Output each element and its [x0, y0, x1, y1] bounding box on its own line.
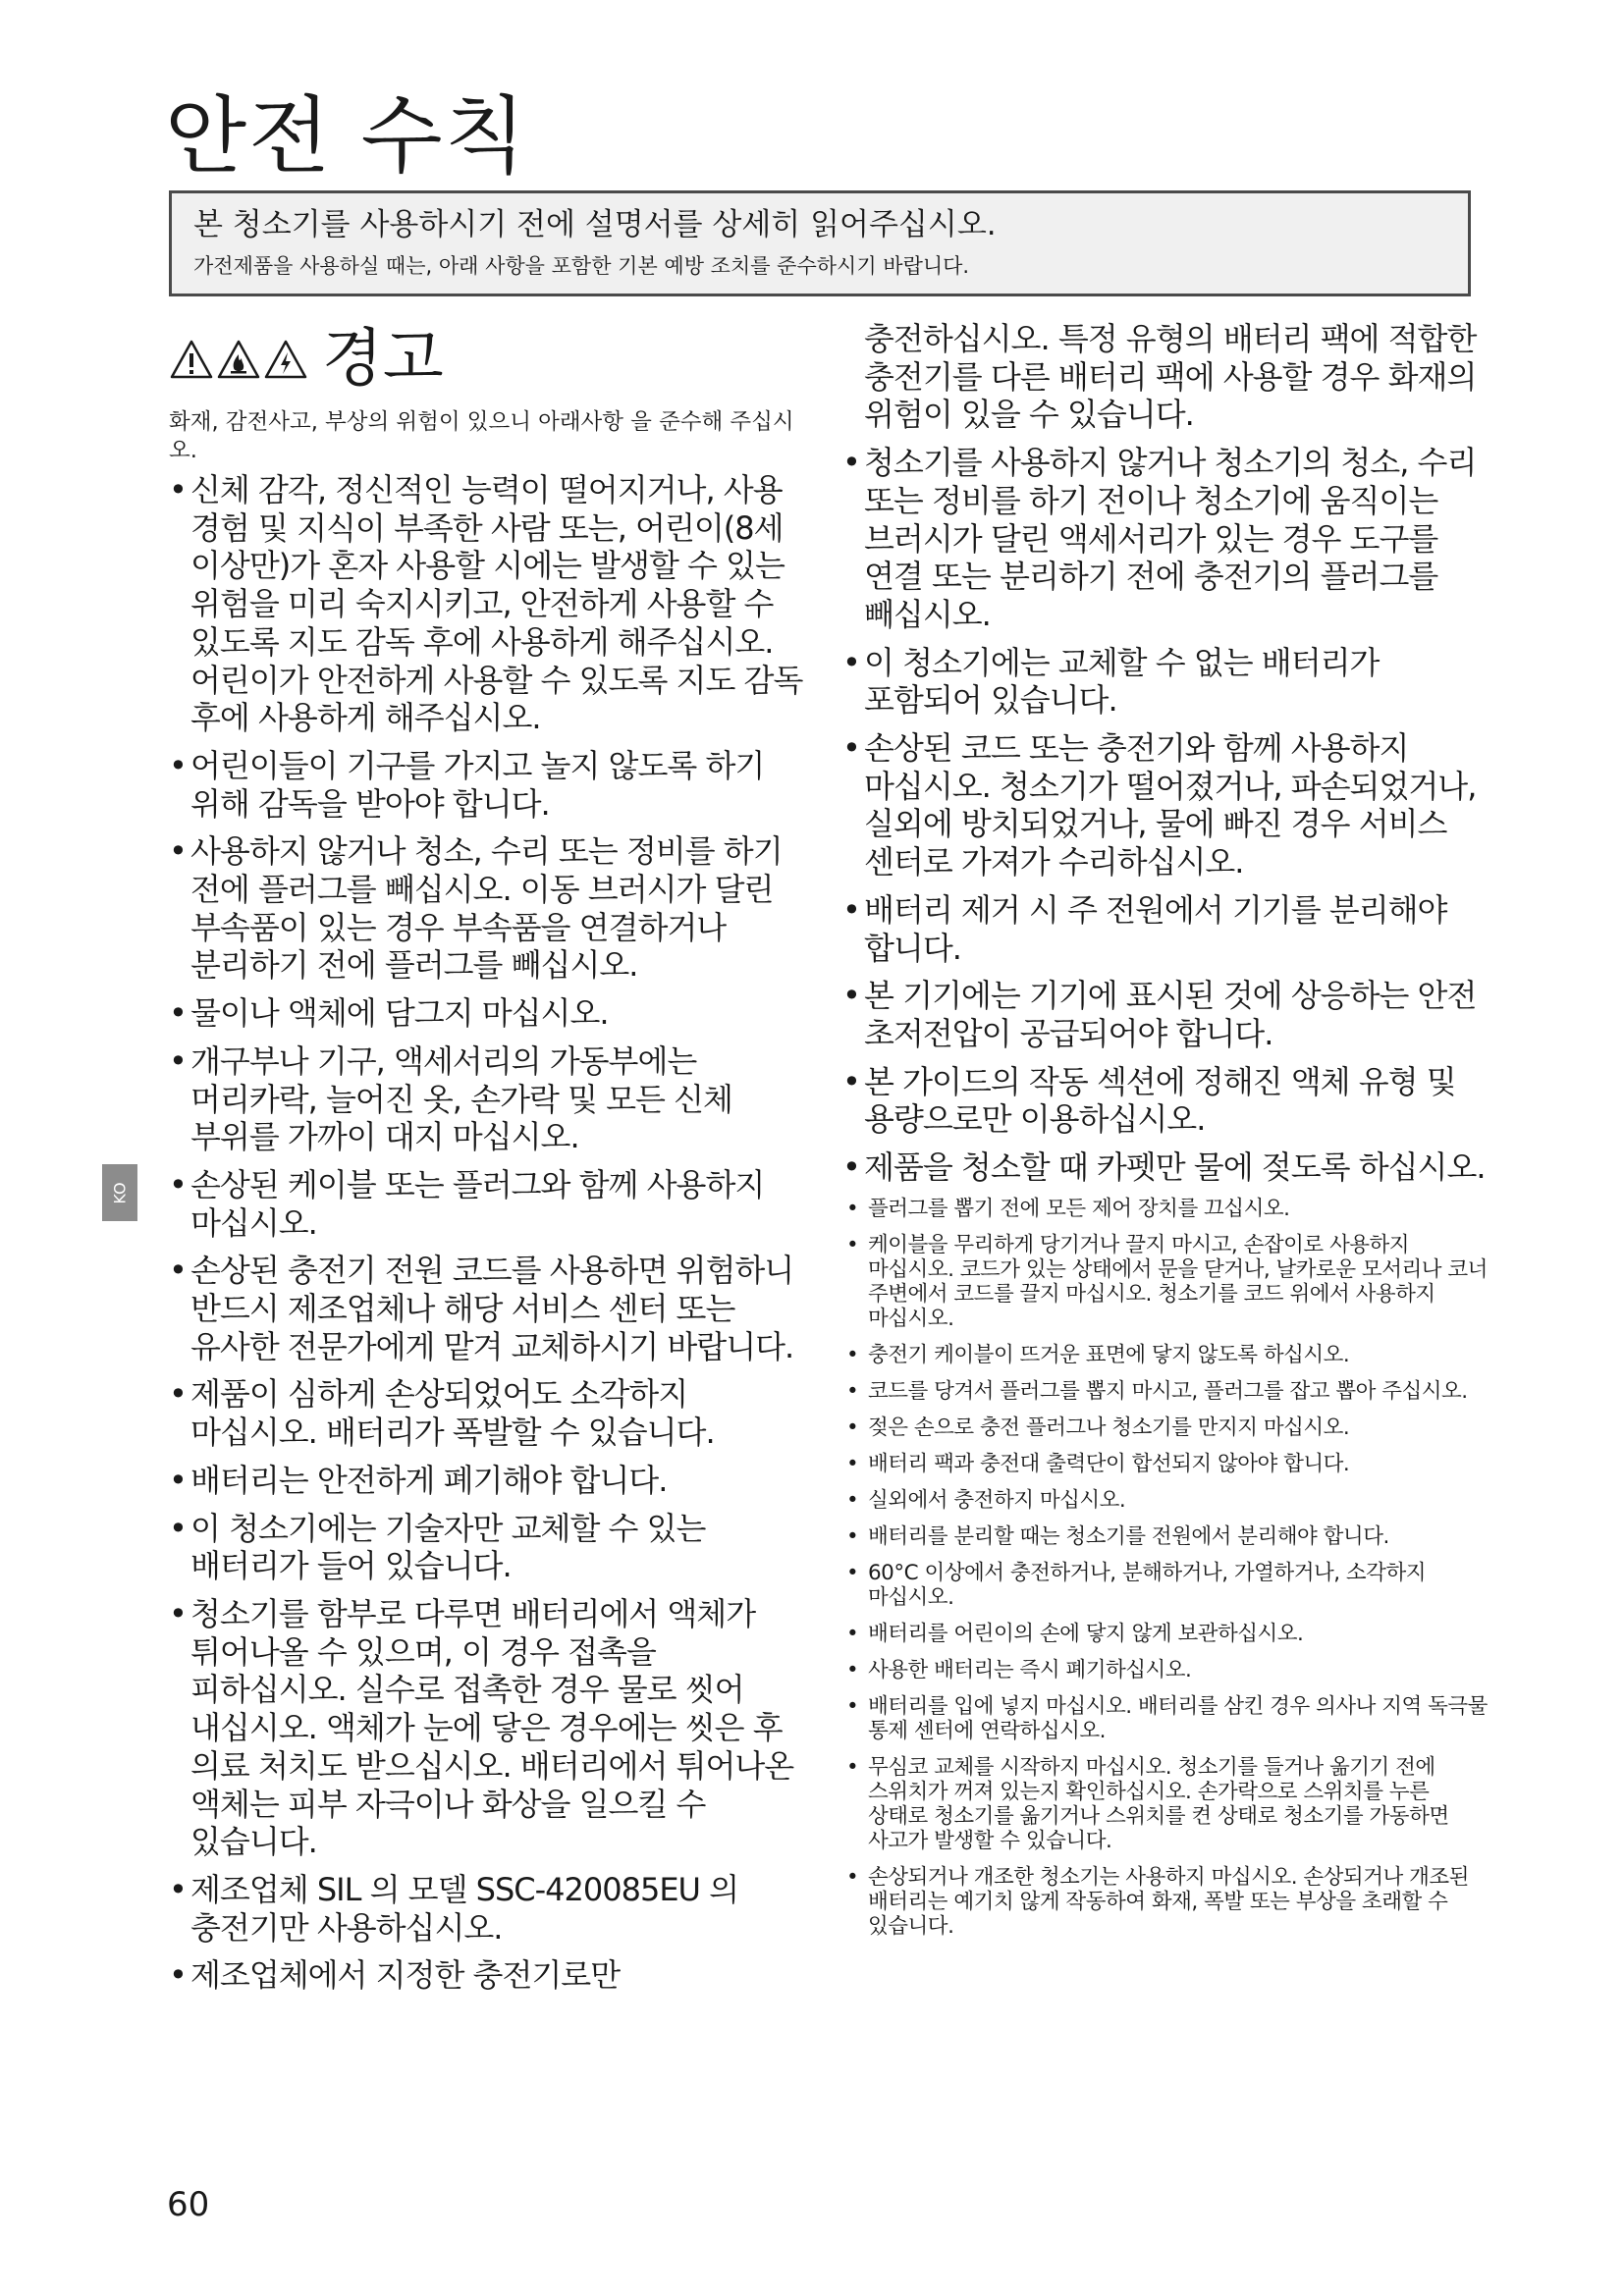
list-item: • 플러그를 뽑기 전에 모든 제어 장치를 끄십시오. [842, 1197, 1492, 1221]
list-item: • 물이나 액체에 담그지 마십시오. [169, 994, 817, 1033]
list-item: • 청소기를 사용하지 않거나 청소기의 청소, 수리 또는 정비를 하기 전이나 청소기에 움직이는 브러시가 달린 액세서리가 있는 경우 도구를 연결 또는 분리하기 전에 충전기의 플러그를 빼십시오. [842, 444, 1492, 634]
left-items-list [169, 471, 817, 1995]
list-item: • 배터리는 안전하게 폐기해야 합니다. [169, 1462, 817, 1500]
warning-triangle-icon [169, 339, 214, 380]
fire-hazard-icon [216, 339, 261, 380]
electric-shock-icon [263, 339, 308, 380]
list-item: • 손상된 코드 또는 충전기와 함께 사용하지 마십시오. 청소기가 떨어졌거나, 파손되었거나, 실외에 방치되었거나, 물에 빠진 경우 서비스 센터로 가져가 수리하십시오. [842, 729, 1492, 881]
right-small-items-list [842, 1197, 1492, 1939]
language-tab [102, 1164, 137, 1221]
list-item: • 개구부나 기구, 액세서리의 가동부에는 머리카락, 늘어진 옷, 손가락 및 모든 신체 부위를 가까이 대지 마십시오. [169, 1042, 817, 1156]
list-item: • 청소기를 함부로 다루면 배터리에서 액체가 튀어나올 수 있으며, 이 경우 접촉을 피하십시오. 실수로 접촉한 경우 물로 씻어 내십시오. 액체가 눈에 닿은 경우에는 씻은 후 의료 처치도 받으십시오. 배터리에서 튀어나온 액체는 피부 자극이나 화상을 일으킬 수 있습니다. [169, 1595, 817, 1861]
list-item: • 케이블을 무리하게 당기거나 끌지 마시고, 손잡이로 사용하지 마십시오. 코드가 있는 상태에서 문을 닫거나, 날카로운 모서리나 코너 주변에서 코드를 끌지 마십시오. 청소기를 코드 위에서 사용하지 마십시오. [842, 1233, 1492, 1331]
list-item: • 실외에서 충전하지 마십시오. [842, 1488, 1492, 1513]
list-item: • 60°C 이상에서 충전하거나, 분해하거나, 가열하거나, 소각하지 마십시오. [842, 1561, 1492, 1610]
list-item: • 신체 감각, 정신적인 능력이 떨어지거나, 사용 경험 및 지식이 부족한 사람 또는, 어린이(8세 이상만)가 혼자 사용할 시에는 발생할 수 있는 위험을 미리 숙지시키고, 안전하게 사용할 수 있도록 지도 감독 후에 사용하게 해주십시오. 어린이가 안전하게 사용할 수 있도록 지도 감독 후에 사용하게 해주십시오. [169, 471, 817, 737]
right-column [842, 320, 1492, 1950]
page-number: 60 [167, 2185, 210, 2224]
warning-heading [169, 320, 817, 399]
warning-icons [169, 339, 308, 380]
list-item: • 배터리를 분리할 때는 청소기를 전원에서 분리해야 합니다. [842, 1524, 1492, 1549]
notice-line-secondary: 가전제품을 사용하실 때는, 아래 사항을 포함한 기본 예방 조치를 준수하시기 바랍니다. [193, 254, 970, 278]
list-item: • 코드를 당겨서 플러그를 뽑지 마시고, 플러그를 잡고 뽑아 주십시오. [842, 1379, 1492, 1404]
list-item: • 손상된 충전기 전원 코드를 사용하면 위험하니 반드시 제조업체나 해당 서비스 센터 또는 유사한 전문가에게 맡겨 교체하시기 바랍니다. [169, 1252, 817, 1365]
list-item: • 배터리 제거 시 주 전원에서 기기를 분리해야 합니다. [842, 891, 1492, 967]
list-item: • 배터리 팩과 충전대 출력단이 합선되지 않아야 합니다. [842, 1452, 1492, 1476]
list-item: • 손상된 케이블 또는 플러그와 함께 사용하지 마십시오. [169, 1166, 817, 1242]
continued-text: 충전하십시오. 특정 유형의 배터리 팩에 적합한 충전기를 다른 배터리 팩에 사용할 경우 화재의 위험이 있을 수 있습니다. [864, 320, 1477, 434]
list-item: • 배터리를 어린이의 손에 닿지 않게 보관하십시오. [842, 1622, 1492, 1646]
list-item: • 충전기 케이블이 뜨거운 표면에 닿지 않도록 하십시오. [842, 1343, 1492, 1367]
language-tab-label: KO [110, 1181, 130, 1204]
list-item: • 제품을 청소할 때 카펫만 물에 젖도록 하십시오. [842, 1148, 1492, 1187]
notice-box [169, 190, 1471, 296]
list-item: • 손상되거나 개조한 청소기는 사용하지 마십시오. 손상되거나 개조된 배터리는 예기치 않게 작동하여 화재, 폭발 또는 부상을 초래할 수 있습니다. [842, 1865, 1492, 1939]
list-item: • 젖은 손으로 충전 플러그나 청소기를 만지지 마십시오. [842, 1415, 1492, 1440]
list-item: • 제조업체 SIL 의 모델 SSC-420085EU 의 충전기만 사용하십시오. [169, 1871, 817, 1947]
warning-title: 경고 [322, 323, 444, 396]
list-item: • 사용하지 않거나 청소, 수리 또는 정비를 하기 전에 플러그를 빼십시오. 이동 브러시가 달린 부속품이 있는 경우 부속품을 연결하거나 분리하기 전에 플러그를 빼십시오. [169, 832, 817, 985]
list-item: • 제품이 심하게 손상되었어도 소각하지 마십시오. 배터리가 폭발할 수 있습니다. [169, 1375, 817, 1451]
list-item: • 무심코 교체를 시작하지 마십시오. 청소기를 들거나 옮기기 전에 스위치가 꺼져 있는지 확인하십시오. 손가락으로 스위치를 누른 상태로 청소기를 옮기거나 스위치를 켠 상태로 청소기를 가동하면 사고가 발생할 수 있습니다. [842, 1755, 1492, 1853]
page-title: 안전 수칙 [165, 87, 528, 186]
list-item: • 어린이들이 기구를 가지고 놀지 않도록 하기 위해 감독을 받아야 합니다. [169, 747, 817, 823]
list-item: • 본 기기에는 기기에 표시된 것에 상응하는 안전 초저전압이 공급되어야 합니다. [842, 977, 1492, 1052]
warning-intro: 화재, 감전사고, 부상의 위험이 있으니 아래사항 을 준수해 주십시오. [169, 409, 794, 463]
list-item: • 본 가이드의 작동 섹션에 정해진 액체 유형 및 용량으로만 이용하십시오. [842, 1063, 1492, 1139]
left-column [169, 320, 817, 2004]
list-item: • 제조업체에서 지정한 충전기로만 [169, 1956, 817, 1995]
list-item: • 이 청소기에는 교체할 수 없는 배터리가 포함되어 있습니다. [842, 644, 1492, 720]
list-item: • 배터리를 입에 넣지 마십시오. 배터리를 삼킨 경우 의사나 지역 독극물 통제 센터에 연락하십시오. [842, 1694, 1492, 1743]
list-item: • 사용한 배터리는 즉시 폐기하십시오. [842, 1658, 1492, 1682]
notice-line-primary: 본 청소기를 사용하시기 전에 설명서를 상세히 읽어주십시오. [193, 207, 997, 242]
list-item: • 이 청소기에는 기술자만 교체할 수 있는 배터리가 들어 있습니다. [169, 1510, 817, 1585]
right-items-list [842, 444, 1492, 1187]
